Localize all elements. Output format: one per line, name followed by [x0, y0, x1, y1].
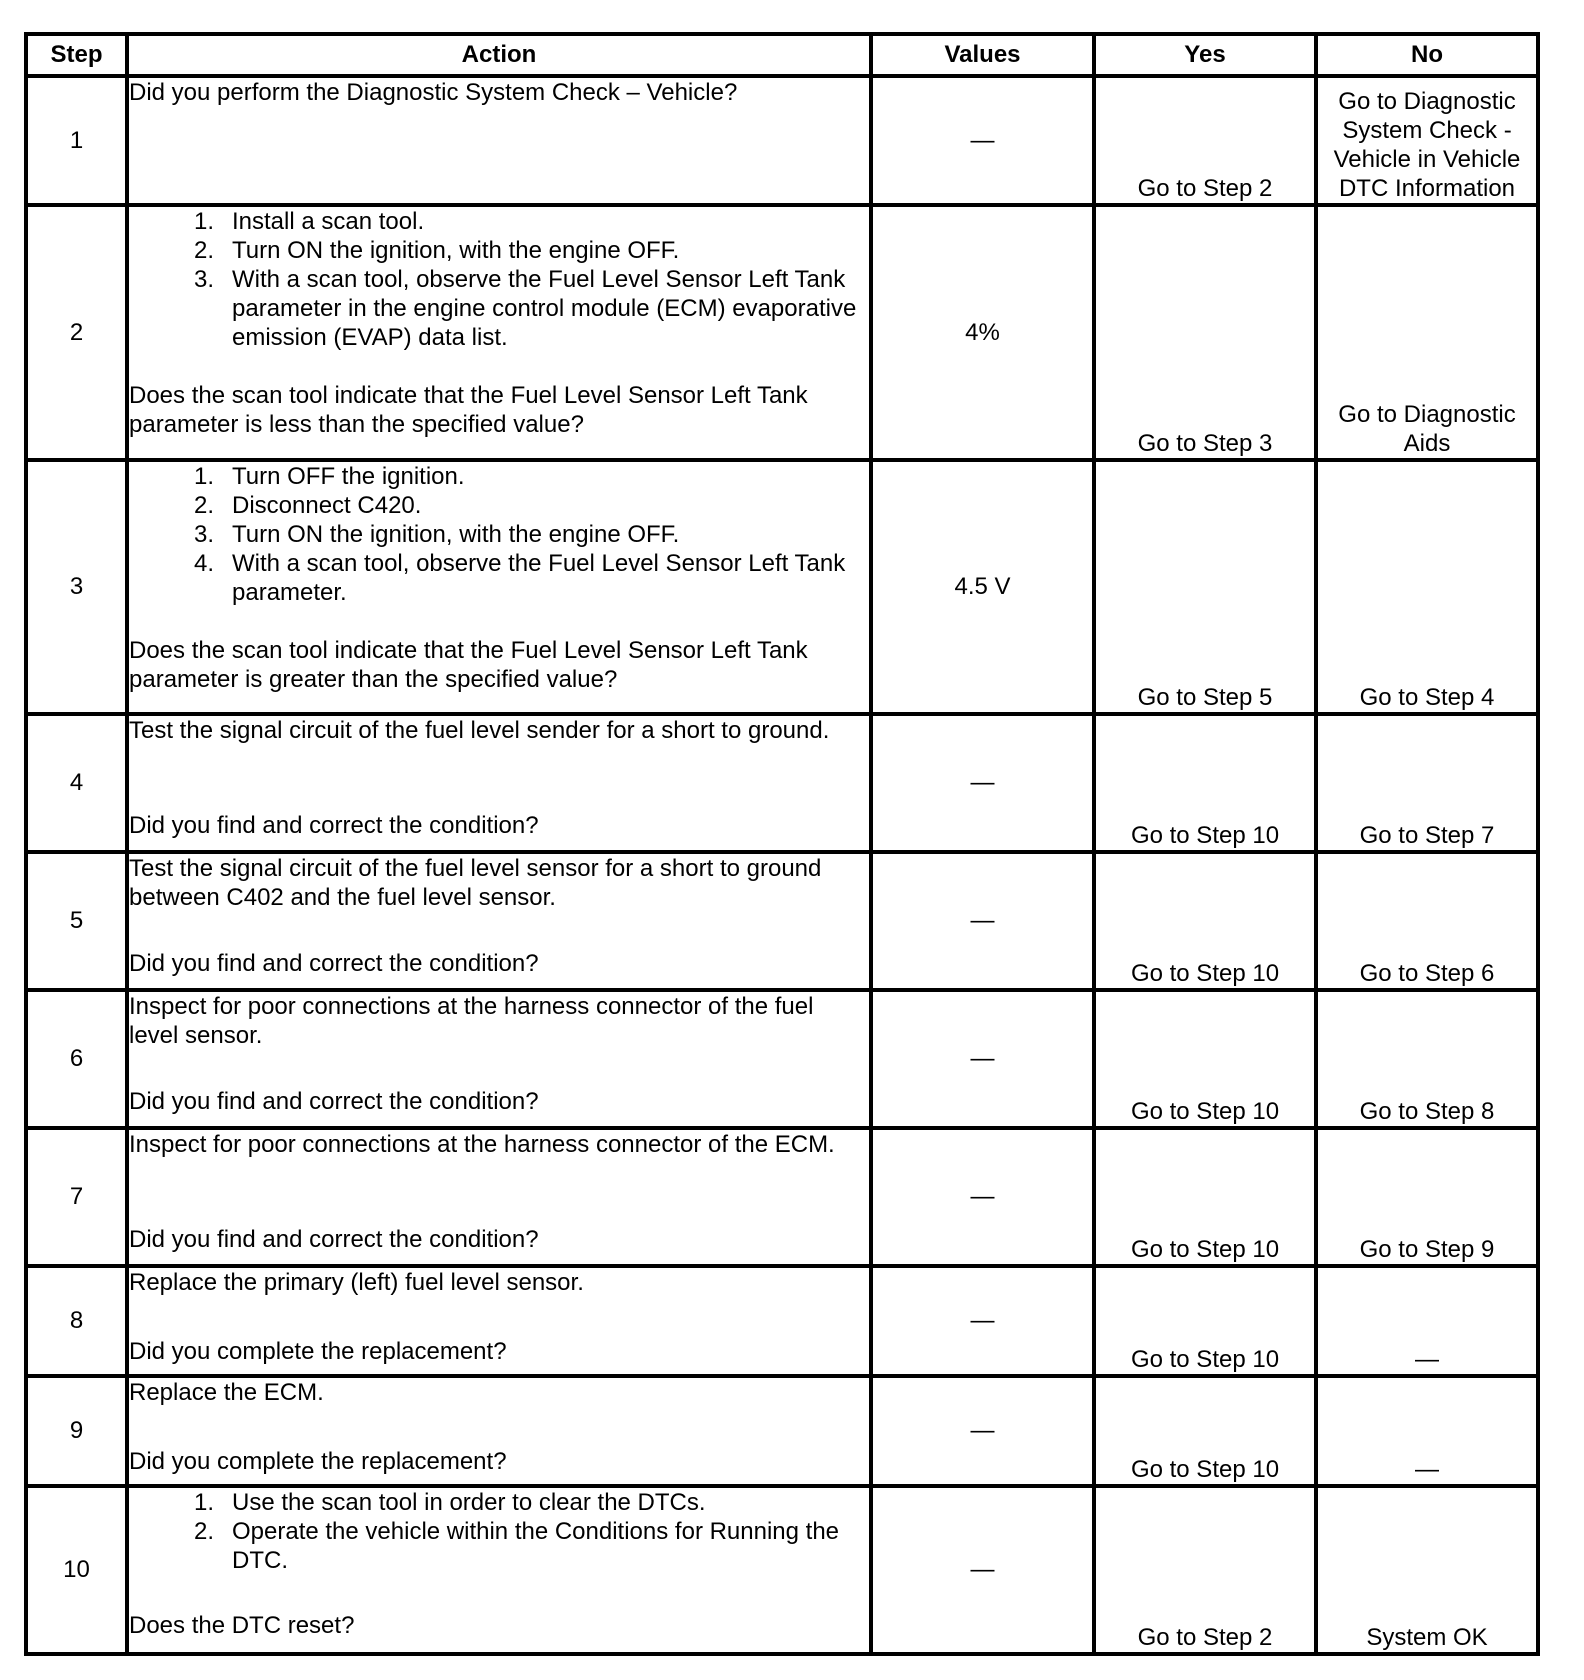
- action-question: Does the scan tool indicate that the Fuel Level Sensor Left Tank parameter is greater than the specified value?: [129, 636, 808, 693]
- value-cell: 4%: [871, 205, 1094, 459]
- action-text: Did you perform the Diagnostic System Check – Vehicle?: [129, 79, 738, 106]
- action-cell: [127, 205, 871, 459]
- value-cell: 4.5 V: [871, 460, 1094, 714]
- value-cell: —: [871, 1128, 1094, 1266]
- header-no: No: [1316, 34, 1538, 76]
- list-item: 3. With a scan tool, observe the Fuel Level Sensor Left Tank parameter in the engine control module (ECM) evaporative emission (EVAP) data list.: [129, 265, 869, 352]
- no-cell: Go to Step 8: [1316, 990, 1538, 1128]
- list-item-text: With a scan tool, observe the Fuel Level Sensor Left Tank parameter in the engine control module (ECM) evaporative emission (EVAP) data list.: [232, 266, 857, 352]
- header-action: Action: [127, 34, 871, 76]
- list-item: 2. Turn ON the ignition, with the engine OFF.: [129, 236, 869, 265]
- list-item-text: Install a scan tool.: [232, 208, 425, 236]
- value-cell: —: [871, 1266, 1094, 1376]
- no-cell: Go to Step 4: [1316, 460, 1538, 714]
- table-row: [26, 852, 1538, 990]
- yes-cell: Go to Step 10: [1094, 1266, 1316, 1376]
- action-cell: [127, 1266, 871, 1376]
- yes-cell: Go to Step 10: [1094, 714, 1316, 852]
- action-text: Replace the primary (left) fuel level sensor.: [129, 1268, 584, 1296]
- action-question: Did you find and correct the condition?: [129, 1088, 539, 1115]
- list-item-text: Turn OFF the ignition.: [232, 462, 465, 490]
- list-item: 2. Disconnect C420.: [129, 491, 869, 520]
- table-row: [26, 1128, 1538, 1266]
- header-yes: Yes: [1094, 34, 1316, 76]
- action-text: Replace the ECM.: [129, 1378, 324, 1406]
- table-row: [26, 460, 1538, 714]
- list-item: 1. Install a scan tool.: [129, 207, 869, 236]
- list-item-text: Turn ON the ignition, with the engine OFF.: [232, 237, 680, 265]
- list-item: 3. Turn ON the ignition, with the engine OFF.: [129, 520, 869, 549]
- yes-cell: Go to Step 3: [1094, 205, 1316, 459]
- action-cell: [127, 1128, 871, 1266]
- value-cell: —: [871, 990, 1094, 1128]
- action-question: Did you complete the replacement?: [129, 1337, 507, 1365]
- yes-cell: Go to Step 10: [1094, 1376, 1316, 1486]
- value-cell: —: [871, 1376, 1094, 1486]
- action-question: Does the scan tool indicate that the Fuel Level Sensor Left Tank parameter is less than the specified value?: [129, 382, 808, 439]
- table-row: [26, 990, 1538, 1128]
- action-text: Test the signal circuit of the fuel level sender for a short to ground.: [129, 717, 830, 745]
- action-steps-list: [129, 207, 869, 352]
- action-question: Did you find and correct the condition?: [129, 812, 539, 840]
- step-number: 1: [26, 76, 127, 205]
- step-number: 4: [26, 714, 127, 852]
- action-cell: [127, 76, 871, 205]
- value-cell: —: [871, 714, 1094, 852]
- no-cell: —: [1316, 1376, 1538, 1486]
- header-values: Values: [871, 34, 1094, 76]
- yes-cell: Go to Step 10: [1094, 1128, 1316, 1266]
- step-number: 3: [26, 460, 127, 714]
- no-cell: Go to Diagnostic System Check - Vehicle in Vehicle DTC Information: [1316, 76, 1538, 205]
- step-number: 8: [26, 1266, 127, 1376]
- table-row: [26, 1376, 1538, 1486]
- action-question: Did you complete the replacement?: [129, 1447, 507, 1475]
- list-item-text: Turn ON the ignition, with the engine OFF.: [232, 520, 680, 548]
- list-item: 2. Operate the vehicle within the Conditions for Running the DTC.: [129, 1517, 869, 1575]
- list-item-text: Operate the vehicle within the Conditions for Running the DTC.: [232, 1517, 840, 1574]
- yes-cell: Go to Step 2: [1094, 1486, 1316, 1654]
- yes-cell: Go to Step 5: [1094, 460, 1316, 714]
- yes-cell: Go to Step 2: [1094, 76, 1316, 205]
- action-steps-list: [129, 462, 869, 607]
- no-cell: Go to Diagnostic Aids: [1316, 205, 1538, 459]
- list-item-text: With a scan tool, observe the Fuel Level Sensor Left Tank parameter.: [232, 549, 846, 606]
- step-number: 5: [26, 852, 127, 990]
- action-text: Inspect for poor connections at the harness connector of the fuel level sensor.: [129, 993, 814, 1049]
- table-row: [26, 205, 1538, 459]
- diagnostic-table: [24, 32, 1540, 1656]
- value-cell: —: [871, 76, 1094, 205]
- step-number: 7: [26, 1128, 127, 1266]
- action-cell: [127, 1486, 871, 1654]
- action-cell: [127, 852, 871, 990]
- action-question: Did you find and correct the condition?: [129, 1225, 539, 1253]
- action-text: Inspect for poor connections at the harness connector of the ECM.: [129, 1130, 835, 1158]
- step-number: 9: [26, 1376, 127, 1486]
- table-row: [26, 714, 1538, 852]
- list-item: 1. Turn OFF the ignition.: [129, 462, 869, 491]
- no-cell: —: [1316, 1266, 1538, 1376]
- action-cell: [127, 714, 871, 852]
- action-steps-list: [129, 1488, 869, 1575]
- table-row: [26, 76, 1538, 205]
- action-cell: [127, 1376, 871, 1486]
- value-cell: —: [871, 1486, 1094, 1654]
- no-cell: Go to Step 9: [1316, 1128, 1538, 1266]
- action-cell: [127, 990, 871, 1128]
- list-item: 4. With a scan tool, observe the Fuel Level Sensor Left Tank parameter.: [129, 549, 869, 607]
- yes-cell: Go to Step 10: [1094, 852, 1316, 990]
- action-question: Does the DTC reset?: [129, 1611, 355, 1639]
- step-number: 6: [26, 990, 127, 1128]
- list-item-text: Use the scan tool in order to clear the DTCs.: [232, 1488, 706, 1516]
- action-question: Did you find and correct the condition?: [129, 950, 539, 978]
- table-row: [26, 1486, 1538, 1654]
- no-cell: System OK: [1316, 1486, 1538, 1654]
- action-cell: [127, 460, 871, 714]
- action-text: Test the signal circuit of the fuel level sensor for a short to ground between C402 and the fuel level sensor.: [129, 855, 822, 912]
- step-number: 2: [26, 205, 127, 459]
- no-cell: Go to Step 6: [1316, 852, 1538, 990]
- list-item-text: Disconnect C420.: [232, 491, 422, 519]
- table-row: [26, 1266, 1538, 1376]
- yes-cell: Go to Step 10: [1094, 990, 1316, 1128]
- header-row: [26, 34, 1538, 76]
- value-cell: —: [871, 852, 1094, 990]
- header-step: Step: [26, 34, 127, 76]
- list-item: 1. Use the scan tool in order to clear the DTCs.: [129, 1488, 869, 1517]
- no-cell: Go to Step 7: [1316, 714, 1538, 852]
- step-number: 10: [26, 1486, 127, 1654]
